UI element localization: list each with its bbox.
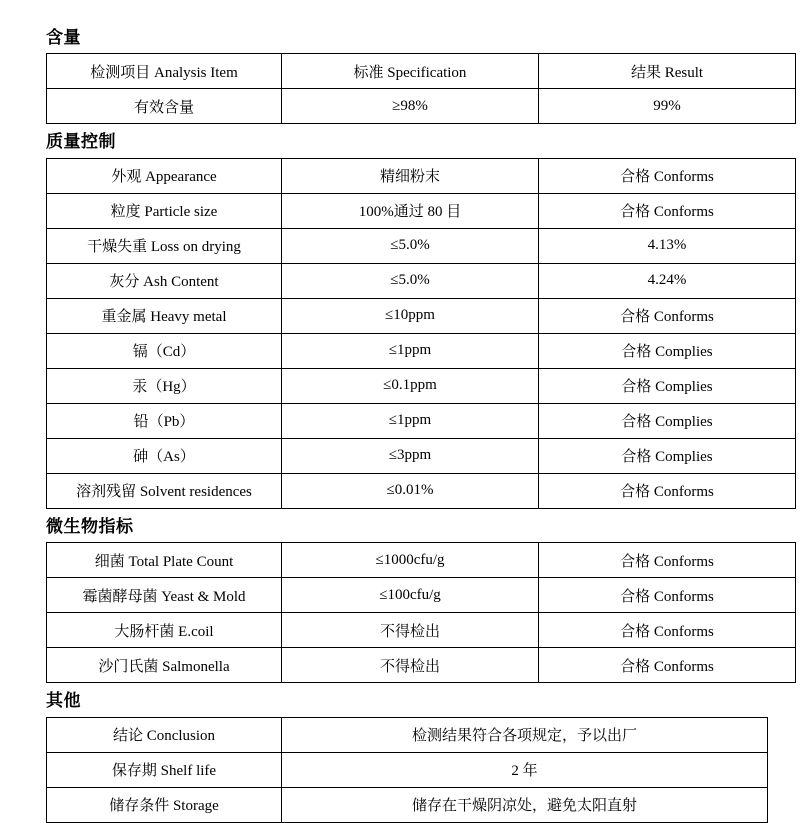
cell-item: 重金属 Heavy metal (47, 298, 282, 333)
cell-result: 合格 Conforms (539, 613, 796, 648)
cell-item: 储存条件 Storage (47, 787, 282, 822)
cell-item: 细菌 Total Plate Count (47, 543, 282, 578)
table-row (47, 787, 768, 822)
cell-item: 镉（Cd） (47, 333, 282, 368)
section-other (46, 691, 768, 822)
table-row (47, 473, 796, 508)
cell-specification: 精细粉末 (282, 158, 539, 193)
cell-specification: ≤0.01% (282, 473, 539, 508)
sections-container (46, 28, 768, 823)
cell-item: 汞（Hg） (47, 368, 282, 403)
cell-item: 灰分 Ash Content (47, 263, 282, 298)
section-quality-control (46, 132, 768, 508)
cell-result: 4.13% (539, 228, 796, 263)
cell-specification: ≥98% (282, 89, 539, 124)
cell-specification: 2 年 (282, 752, 768, 787)
section-title-content: 含量 (46, 28, 81, 47)
cell-specification: ≤3ppm (282, 438, 539, 473)
column-header: 检测项目 Analysis Item (47, 54, 282, 89)
cell-item: 砷（As） (47, 438, 282, 473)
cell-result: 合格 Conforms (539, 578, 796, 613)
cell-result: 合格 Complies (539, 368, 796, 403)
section-title-quality-control: 质量控制 (46, 132, 116, 152)
cell-item: 结论 Conclusion (47, 717, 282, 752)
section-content (46, 28, 768, 124)
section-microbiological (46, 517, 768, 683)
cell-specification: ≤5.0% (282, 263, 539, 298)
cell-result: 合格 Conforms (539, 473, 796, 508)
table-row (47, 298, 796, 333)
cell-specification: ≤0.1ppm (282, 368, 539, 403)
cell-result: 合格 Complies (539, 333, 796, 368)
cell-result: 合格 Conforms (539, 158, 796, 193)
section-title-other: 其他 (46, 691, 81, 711)
table-content (46, 53, 796, 124)
table-row (47, 89, 796, 124)
cell-result: 合格 Conforms (539, 648, 796, 683)
table-row (47, 717, 768, 752)
table-row (47, 333, 796, 368)
table-row (47, 158, 796, 193)
table-header-row (47, 54, 796, 89)
cell-result: 合格 Complies (539, 403, 796, 438)
cell-result: 合格 Complies (539, 438, 796, 473)
cell-item: 铅（Pb） (47, 403, 282, 438)
cell-specification: ≤1ppm (282, 333, 539, 368)
cell-specification: 100%通过 80 目 (282, 193, 539, 228)
table-row (47, 228, 796, 263)
table-row (47, 752, 768, 787)
cell-result: 4.24% (539, 263, 796, 298)
table-row (47, 193, 796, 228)
cell-specification: ≤1000cfu/g (282, 543, 539, 578)
cell-specification: 检测结果符合各项规定，予以出厂 (282, 717, 768, 752)
cell-item: 大肠杆菌 E.coil (47, 613, 282, 648)
table-row (47, 368, 796, 403)
section-title-microbiological: 微生物指标 (46, 516, 134, 536)
cell-result: 合格 Conforms (539, 193, 796, 228)
cell-item: 霉菌酵母菌 Yeast & Mold (47, 578, 282, 613)
cell-item: 沙门氏菌 Salmonella (47, 648, 282, 683)
cell-item: 干燥失重 Loss on drying (47, 228, 282, 263)
cell-item: 保存期 Shelf life (47, 752, 282, 787)
cell-item: 外观 Appearance (47, 158, 282, 193)
table-quality-control (46, 158, 796, 509)
cell-result: 99% (539, 89, 796, 124)
column-header: 标准 Specification (282, 54, 539, 89)
cell-result: 合格 Conforms (539, 298, 796, 333)
cell-specification: 不得检出 (282, 648, 539, 683)
cell-specification: ≤5.0% (282, 228, 539, 263)
table-row (47, 613, 796, 648)
cell-specification: ≤10ppm (282, 298, 539, 333)
cell-specification: ≤1ppm (282, 403, 539, 438)
cell-result: 合格 Conforms (539, 543, 796, 578)
cell-item: 溶剂残留 Solvent residences (47, 473, 282, 508)
column-header: 结果 Result (539, 54, 796, 89)
cell-item: 粒度 Particle size (47, 193, 282, 228)
table-row (47, 543, 796, 578)
table-microbiological (46, 542, 796, 683)
table-row (47, 648, 796, 683)
table-row (47, 438, 796, 473)
cell-specification: ≤100cfu/g (282, 578, 539, 613)
table-row (47, 403, 796, 438)
table-row (47, 578, 796, 613)
cell-specification: 储存在干燥阴凉处，避免太阳直射 (282, 787, 768, 822)
table-row (47, 263, 796, 298)
cell-item: 有效含量 (47, 89, 282, 124)
cell-specification: 不得检出 (282, 613, 539, 648)
table-other (46, 717, 768, 823)
